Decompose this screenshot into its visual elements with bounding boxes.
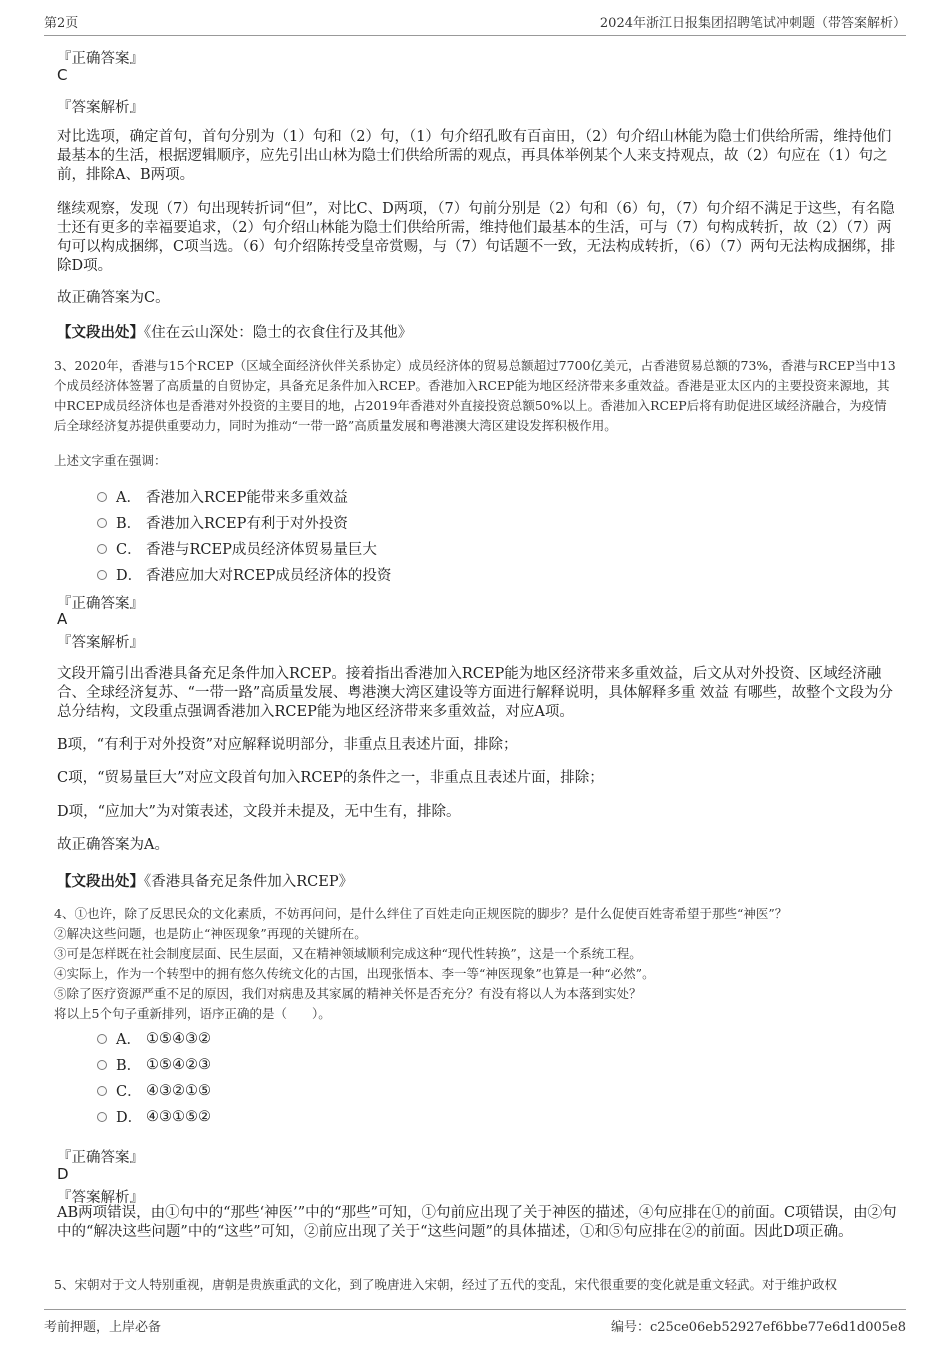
q4-stem-line: ④实际上，作为一个转型中的拥有悠久传统文化的古国，出现张悟本、李一等“神医现象”也算是一种“必然”。 <box>54 966 655 981</box>
q4-stem-line: ③可是怎样既在社会制度层面、民生层面，又在精神领域顺利完成这种“现代性转换”，这是一个系统工程。 <box>54 946 642 961</box>
q4-option-d[interactable] <box>97 1106 211 1127</box>
q2-analysis-label: 『答案解析』 <box>57 100 144 116</box>
option-letter: B． <box>116 516 142 532</box>
q4-answer: D <box>57 1165 69 1183</box>
q3-analysis-para2: B项，“有利于对外投资”对应解释说明部分，非重点且表述片面，排除； <box>57 737 518 753</box>
q3-option-c[interactable] <box>97 538 377 559</box>
q2-source <box>57 321 412 342</box>
option-letter: C． <box>116 542 142 558</box>
option-text: 香港应加大对RCEP成员经济体的投资 <box>146 568 392 584</box>
q4-option-b[interactable] <box>97 1054 211 1075</box>
q3-analysis-para1: 文段开篇引出香港具备充足条件加入RCEP。接着指出香港加入RCEP能为地区经济带来多重效益，后文从对外投资、区域经济融合、全球经济复苏、“一带一路”高质量发展、粤港澳大湾区建设等方面进行解释说明，具体解释多重 效益 有哪些，故整个文段为分总分结构，文段重点强调香港加入RCEP能为地区经济带来多重效益，对应A项。 <box>57 666 894 720</box>
q5-stem: 5、宋朝对于文人特别重视，唐朝是贵族重武的文化，到了晚唐进入宋朝，经过了五代的变乱，宋代很重要的变化就是重文轻武。对于维护政权 <box>54 1277 837 1292</box>
radio-icon[interactable] <box>97 1060 107 1070</box>
page-header <box>44 12 906 36</box>
q3-analysis-para4: D项，“应加大”为对策表述，文段并未提及，无中生有，排除。 <box>57 804 461 820</box>
document-id: 编号：c25ce06eb52927ef6bbe77e6d1d005e8 <box>610 1320 906 1335</box>
q2-source-title: 《住在云山深处：隐士的衣食住行及其他》 <box>144 325 413 341</box>
q2-answer-label: 『正确答案』 <box>57 51 144 67</box>
radio-icon[interactable] <box>97 1086 107 1096</box>
q3-source <box>57 870 353 891</box>
option-text: 香港加入RCEP能带来多重效益 <box>146 490 348 506</box>
q3-stem: 3、2020年，香港与15个RCEP（区域全面经济伙伴关系协定）成员经济体的贸易总额超过7700亿美元，占香港贸易总额的73%，香港与RCEP当中13个成员经济体签署了高质量的自贸协定，具备充足条件加入RCEP。香港加入RCEP能为地区经济带来多重效益。香港是亚太区内的主要投资来源地，其中RCEP成员经济体也是香港对外投资的主要目的地，占2019年香港对外直接投资总额50%以上。香港加入RCEP后将有助促进区域经济融合，为疫情后全球经济复苏提供重要动力，同时为推动“一带一路”高质量发展和粤港澳大湾区建设发挥积极作用。 <box>54 358 896 433</box>
option-text: ①⑤④②③ <box>146 1056 211 1073</box>
q4-option-a[interactable] <box>97 1028 211 1049</box>
q2-analysis-para1: 对比选项，确定首句，首句分别为（1）句和（2）句，（1）句介绍孔畋有百亩田，（2）句介绍山林能为隐士们供给所需，维持他们最基本的生活，根据逻辑顺序，应先引出山林为隐士们供给所需的观点，再具体举例某个人来支持观点，故（2）句应在（1）句之前，排除A、B两项。 <box>57 129 892 183</box>
q2-source-label: 【文段出处】 <box>57 324 144 341</box>
q4-analysis: AB两项错误，由①句中的“那些‘神医’”中的“那些”可知，①句前应出现了关于神医的描述，④句应排在①的前面。C项错误，由②句中的“解决这些问题”中的“这些”可知，②前应出现了关于“这些问题”的具体描述，①和⑤句应排在②的前面。因此D项正确。 <box>57 1205 897 1240</box>
q3-conclusion: 故正确答案为A。 <box>57 837 169 853</box>
q4-stem <box>54 904 899 1024</box>
q3-option-d[interactable] <box>97 564 391 585</box>
option-letter: D． <box>116 568 143 584</box>
q4-answer-label: 『正确答案』 <box>57 1150 144 1166</box>
q4-stem-line: ②解决这些问题，也是防止“神医现象”再现的关键所在。 <box>54 926 367 941</box>
q4-analysis-label: 『答案解析』 <box>57 1190 144 1206</box>
q4-stem-line: 4、①也许，除了反思民众的文化素质，不妨再问问，是什么绊住了百姓走向正规医院的脚步？是什么促使百姓寄希望于那些“神医”？ <box>54 906 788 921</box>
radio-icon[interactable] <box>97 492 107 502</box>
option-letter: D． <box>116 1110 143 1126</box>
q4-prompt: 将以上5个句子重新排列，语序正确的是（ ）。 <box>54 1006 331 1021</box>
q4-option-c[interactable] <box>97 1080 211 1101</box>
option-letter: C． <box>116 1084 142 1100</box>
q3-answer-label: 『正确答案』 <box>57 596 144 612</box>
radio-icon[interactable] <box>97 1034 107 1044</box>
option-text: ④③②①⑤ <box>146 1082 211 1099</box>
option-text: ①⑤④③② <box>146 1030 211 1047</box>
page-footer <box>44 1309 906 1335</box>
q4-stem-line: ⑤除了医疗资源严重不足的原因，我们对病患及其家属的精神关怀是否充分？有没有将以人为本落到实处？ <box>54 986 642 1001</box>
q3-source-title: 《香港具备充足条件加入RCEP》 <box>144 874 354 890</box>
option-letter: B． <box>116 1058 142 1074</box>
option-text: ④③①⑤② <box>146 1108 211 1125</box>
radio-icon[interactable] <box>97 518 107 528</box>
radio-icon[interactable] <box>97 1112 107 1122</box>
page-number: 第2页 <box>44 16 79 31</box>
q3-prompt: 上述文字重在强调： <box>54 453 167 468</box>
radio-icon[interactable] <box>97 544 107 554</box>
q3-answer: A <box>57 610 68 628</box>
option-text: 香港加入RCEP有利于对外投资 <box>146 516 348 532</box>
option-letter: A． <box>116 490 141 506</box>
option-letter: A． <box>116 1032 141 1048</box>
q2-conclusion: 故正确答案为C。 <box>57 290 170 306</box>
radio-icon[interactable] <box>97 570 107 580</box>
q2-answer: C <box>57 66 68 84</box>
q3-analysis-para3: C项，“贸易量巨大”对应文段首句加入RCEP的条件之一，非重点且表述片面，排除； <box>57 770 604 786</box>
q3-analysis-label: 『答案解析』 <box>57 635 144 651</box>
option-text: 香港与RCEP成员经济体贸易量巨大 <box>146 542 377 558</box>
document-title: 2024年浙江日报集团招聘笔试冲刺题（带答案解析） <box>599 16 906 31</box>
q3-option-b[interactable] <box>97 512 348 533</box>
footer-slogan: 考前押题，上岸必备 <box>44 1320 162 1335</box>
q3-source-label: 【文段出处】 <box>57 873 144 890</box>
q2-analysis-para2: 继续观察，发现（7）句出现转折词“但”，对比C、D两项，（7）句前分别是（2）句和（6）句，（7）句介绍不满足于这些，有名隐士还有更多的幸福要追求，（2）句介绍山林能为隐士们供给所需，维持他们最基本的生活，可与（7）句构成转折，故（2）（7）两句可以构成捆绑，C项当选。（6）句介绍陈抟受皇帝赏赐，与（7）句话题不一致，无法构成转折，（6）（7）两句无法构成捆绑，排除D项。 <box>57 201 896 274</box>
q3-option-a[interactable] <box>97 486 348 507</box>
